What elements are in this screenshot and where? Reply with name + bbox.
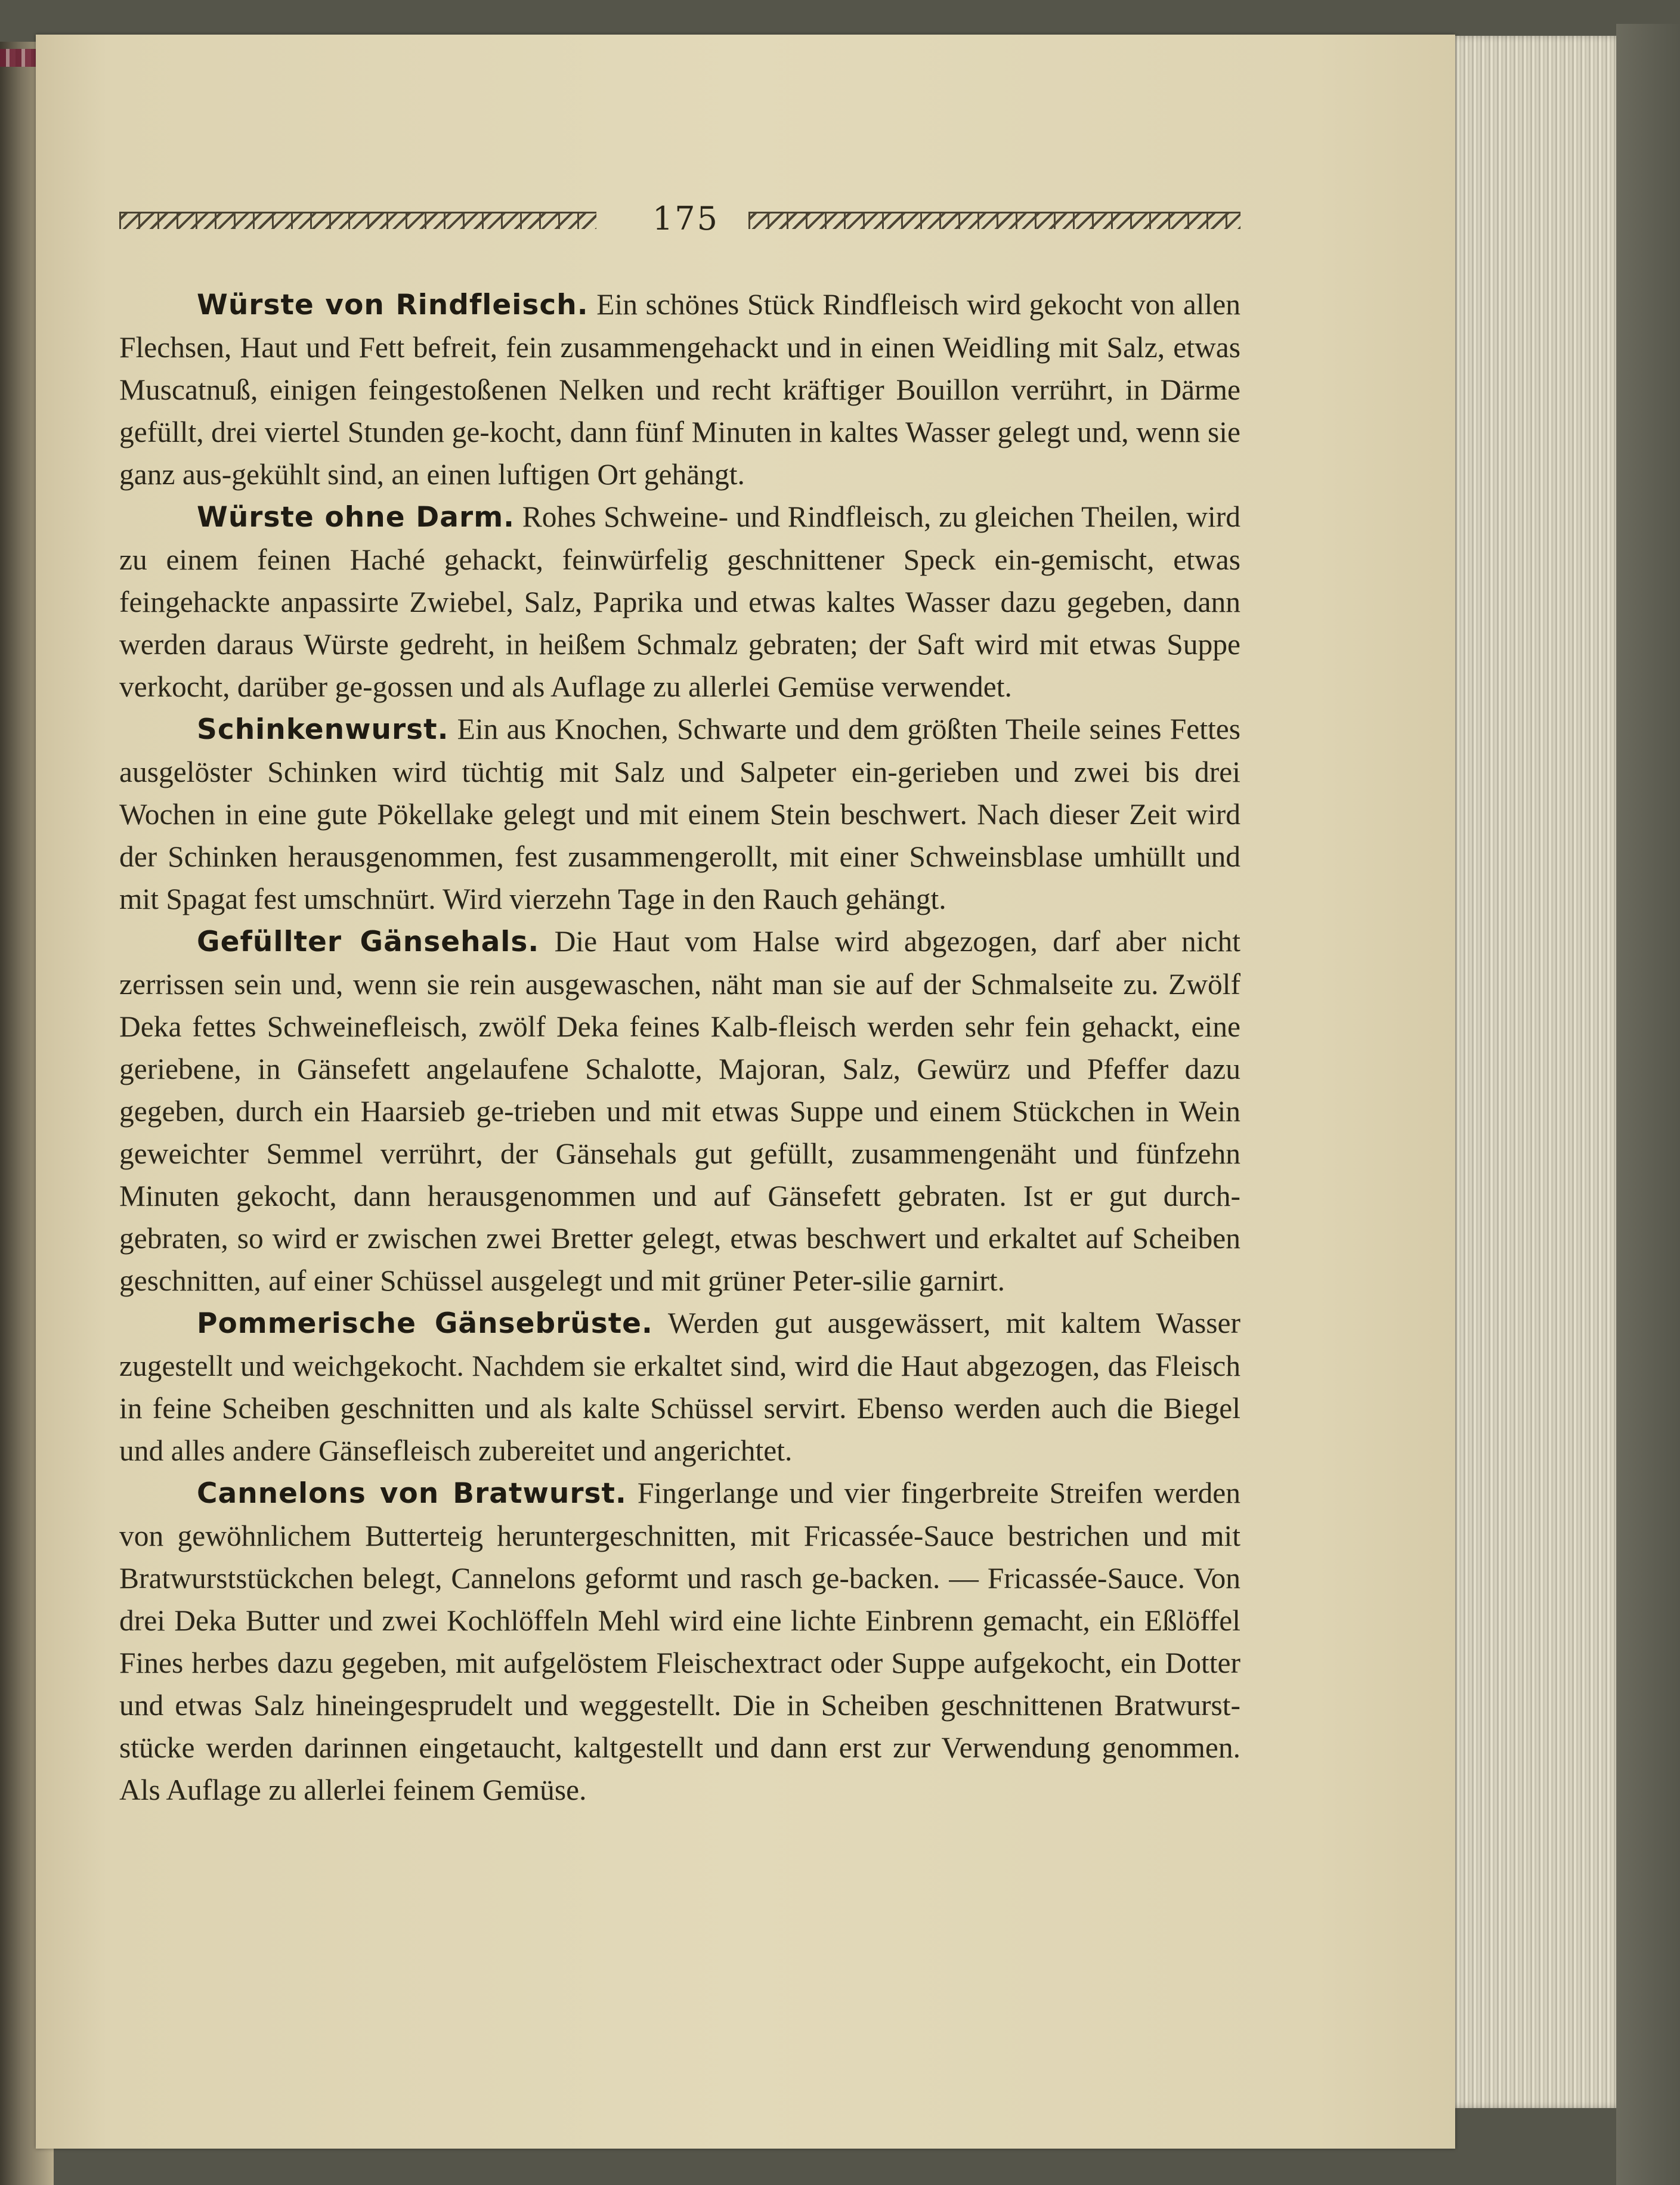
recipe-heading: Schinkenwurst. (197, 713, 449, 746)
page-text (119, 283, 1240, 1811)
recipe-heading: Gefüllter Gänsehals. (197, 926, 540, 958)
recipe-entry (119, 283, 1240, 496)
page-number: 175 (652, 200, 720, 237)
recipe-body: Werden gut ausgewässert, mit kaltem Wasser zugestellt und weichgekocht. Nachdem sie erkaltet sind, wird die Haut abgezogen, das Fleisch in feine Scheiben geschnitten und als kalte Schüssel servirt. Ebenso werden auch die Biegel und alles andere Gänsefleisch zubereitet und angerichtet. (119, 1307, 1240, 1467)
recipe-body: Ein aus Knochen, Schwarte und dem größten Theile seines Fettes ausgelöster Schinken wird tüchtig mit Salz und Salpeter ein-gerieben und zwei bis drei Wochen in eine gute Pökellake gelegt und mit einem Stein beschwert. Nach dieser Zeit wird der Schinken herausgenommen, fest zusammengerollt, mit einer Schweinsblase umhüllt und mit Spagat fest umschnürt. Wird vierzehn Tage in den Rauch gehängt. (119, 713, 1241, 915)
ornament-rule-right (748, 212, 1240, 229)
page-header (119, 200, 1240, 242)
recipe-body: Die Haut vom Halse wird abgezogen, darf aber nicht zerrissen sein und, wenn sie rein ausgewaschen, näht man sie auf der Schmalseite zu. Zwölf Deka fettes Schweinefleisch, zwölf Deka feines Kalb-fleisch werden sehr fein gehackt, eine geriebene, in Gänsefett angelaufene Schalotte, Majoran, Salz, Gewürz und Pfeffer dazu gegeben, durch ein Haarsieb ge-trieben und mit etwas Suppe und einem Stückchen in Wein geweichter Semmel verrührt, der Gänsehals gut gefüllt, zusammengenäht und fünfzehn Minuten gekocht, dann herausgenommen und auf Gänsefett gebraten. Ist er gut durch-gebraten, so wird er zwischen zwei Bretter gelegt, etwas beschwert und erkaltet auf Scheiben geschnitten, auf einer Schüssel ausgelegt und mit grüner Peter-silie garnirt. (119, 925, 1240, 1297)
recipe-heading: Würste von Rindfleisch. (197, 289, 589, 321)
recipe-body: Fingerlange und vier fingerbreite Streifen werden von gewöhnlichem Butterteig heruntergeschnitten, mit Fricassée-Sauce bestrichen und mit Bratwurststückchen belegt, Cannelons geformt und rasch ge-backen. — Fricassée-Sauce. Von drei Deka Butter und zwei Kochlöffeln Mehl wird eine lichte Einbrenn gemacht, ein Eßlöffel Fines herbes dazu gegeben, mit aufgelöstem Fleischextract oder Suppe aufgekocht, ein Dotter und etwas Salz hineingesprudelt und weggestellt. Die in Scheiben geschnittenen Bratwurst-stücke werden darinnen eingetaucht, kaltgestellt und dann erst zur Verwendung genommen. Als Auflage zu allerlei feinem Gemüse. (119, 1477, 1240, 1806)
recipe-entry (119, 1472, 1240, 1811)
ornament-rule-left (119, 212, 596, 229)
recipe-entry (119, 708, 1240, 920)
recipe-body: Ein schönes Stück Rindfleisch wird gekocht von allen Flechsen, Haut und Fett befreit, fein zusammengehackt und in einen Weidling mit Salz, etwas Muscatnuß, einigen feingestoßenen Nelken und recht kräftiger Bouillon verrührt, in Därme gefüllt, drei viertel Stunden ge-kocht, dann fünf Minuten in kaltes Wasser gelegt und, wenn sie ganz aus-gekühlt sind, an einen luftigen Ort gehängt. (119, 288, 1241, 491)
recipe-heading: Pommerische Gänsebrüste. (197, 1307, 653, 1340)
recipe-entry (119, 496, 1240, 708)
recipe-body: Rohes Schweine- und Rindfleisch, zu gleichen Theilen, wird zu einem feinen Haché gehackt, feinwürfelig geschnittener Speck ein-gemischt, etwas feingehackte anpassirte Zwiebel, Salz, Paprika und etwas kaltes Wasser dazu gegeben, dann werden daraus Würste gedreht, in heißem Schmalz gebraten; der Saft wird mit etwas Suppe verkocht, darüber ge-gossen und als Auflage zu allerlei Gemüse verwendet. (119, 500, 1241, 703)
recipe-heading: Würste ohne Darm. (197, 501, 515, 534)
book-cover-edge (1616, 24, 1680, 2185)
recipe-heading: Cannelons von Bratwurst. (197, 1477, 627, 1510)
recipe-entry (119, 920, 1240, 1302)
recipe-entry (119, 1302, 1240, 1472)
